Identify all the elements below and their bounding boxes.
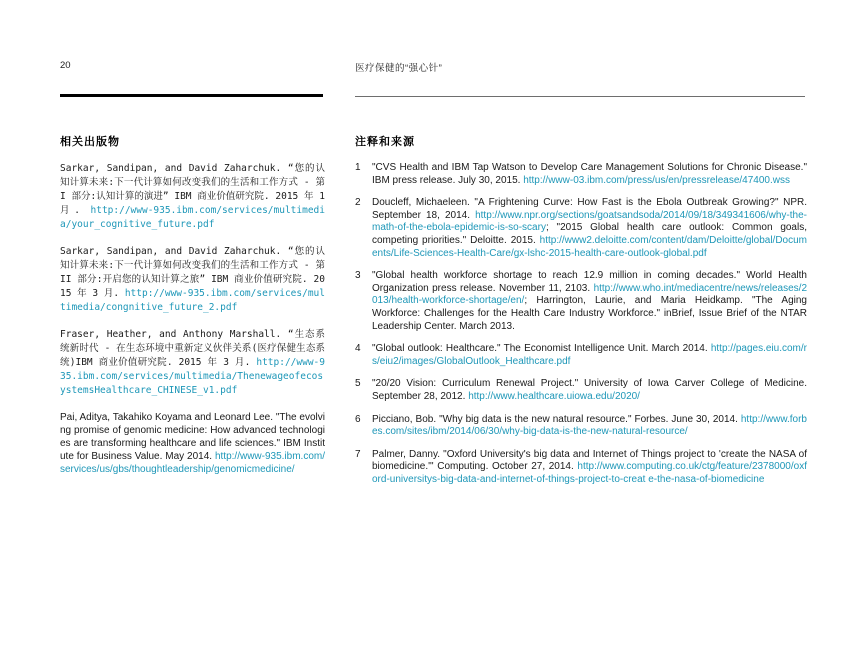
note-item [355, 270, 807, 333]
running-header: 医疗保健的“强心针” [355, 63, 443, 74]
note-item [355, 449, 807, 487]
note-link[interactable]: http://www.forbes.com/sites/ibm/2014/06/30/why-big-data-is-the-new-natural-resource/ [372, 413, 807, 438]
note-text: "Global outlook: Healthcare." The Economist Intelligence Unit. March 2014. [372, 343, 711, 355]
page-number: 20 [60, 60, 71, 71]
publication-text: Sarkar, Sandipan, and David Zaharchuk. “您的认知计算未来:下一代计算如何改变我们的生活和工作方式 - 第 II 部分:开启您的认知计算之旅” IBM 商业价值研究院. 2015 年 3 月. [60, 246, 325, 299]
left-column-rule [60, 94, 323, 97]
publication-link[interactable]: http://www-935.ibm.com/services/multimedia/ThenewageofecosystemsHealthcare_CHINESE_v1.pdf [60, 357, 325, 396]
note-item [355, 378, 807, 403]
note-item [355, 414, 807, 439]
publications-heading: 相关出版物 [60, 136, 120, 148]
notes-list [355, 162, 807, 486]
note-text: "20/20 Vision: Curriculum Renewal Project." University of Iowa Carver College of Medicine. September 28, 2012. [372, 378, 807, 402]
right-column-rule [355, 96, 805, 97]
publication-item [60, 411, 325, 476]
note-number: 7 [355, 448, 361, 460]
note-number: 1 [355, 162, 361, 173]
note-link[interactable]: http://www.npr.org/sections/goatsandsoda/2014/09/18/349341606/why-the-math-of-the-ebola-epidemic-is-so-scary [372, 209, 807, 234]
note-item [355, 197, 807, 260]
publication-text: Sarkar, Sandipan, and David Zaharchuk. “您的认知计算未来:下一代计算如何改变我们的生活和工作方式 - 第 I 部分:认知计算的演进” IBM 商业价值研究院. 2015 年 1 月. [60, 163, 325, 216]
notes-heading: 注释和来源 [355, 136, 415, 148]
publication-item [60, 162, 325, 232]
note-link[interactable]: http://www-03.ibm.com/press/us/en/pressrelease/47400.wss [523, 174, 790, 186]
notes-and-sources-section [355, 133, 807, 496]
publication-text: Fraser, Heather, and Anthony Marshall. “生态系统新时代 - 在生态环境中重新定义伙伴关系(医疗保健生态系统)IBM 商业价值研究院. 2015 年 3 月. [60, 329, 325, 368]
note-number: 5 [355, 378, 361, 390]
note-link[interactable]: http://www2.deloitte.com/content/dam/Deloitte/global/Documents/Life-Sciences-Health-Care/gx-lshc-2015-health-care-outlook-global.pdf [372, 234, 807, 259]
publication-link[interactable]: http://www-935.ibm.com/services/us/gbs/thoughtleadership/genomicmedicine/ [60, 451, 325, 475]
note-number: 3 [355, 270, 361, 282]
publication-item [60, 245, 325, 315]
note-link[interactable]: http://www.computing.co.uk/ctg/feature/2378000/oxford-universitys-big-data-and-internet-of-things-project-to-creat e-the-nasa-of-biomedicine [372, 461, 807, 485]
note-number: 4 [355, 343, 361, 355]
note-link[interactable]: http://www.who.int/mediacentre/news/releases/2013/health-workforce-shortage/en/ [372, 282, 807, 307]
publication-link[interactable]: http://www-935.ibm.com/services/multimedia/your_cognitive_future.pdf [60, 205, 325, 230]
note-text: "CVS Health and IBM Tap Watson to Develop Care Management Solutions for Chronic Disease." IBM press release. July 30, 2015. [372, 162, 807, 186]
note-text: Palmer, Danny. "Oxford University's big data and Internet of Things project to 'create the NASA of biomedicine.'" Computing. October 27, 2014. [372, 448, 807, 473]
note-link[interactable]: http://pages.eiu.com/rs/eiu2/images/GlobalOutlook_Healthcare.pdf [372, 343, 807, 367]
note-text: ; Harrington, Laurie, and Maria Heidkamp. "The Aging Workforce: Challenges for the Health Care Industry Workforce." inBrief, Issue Brief of the NTAR Leadership Center. March 2013. [372, 295, 807, 332]
note-text: Picciano, Bob. "Why big data is the new natural resource." Forbes. June 30, 2014. [372, 413, 741, 425]
publication-text: Pai, Aditya, Takahiko Koyama and Leonard Lee. "The evolving promise of genomic medicine: How advanced technologies are transforming healthcare and life sciences." IBM Institute for Business Value. May 2014. [60, 412, 325, 462]
note-item [355, 343, 807, 368]
note-text: Doucleff, Michaeleen. "A Frightening Curve: How Fast is the Ebola Outbreak Growing?" NPR. September 18, 2014. [372, 197, 807, 221]
related-publications-section [60, 133, 325, 489]
note-text: ; "2015 Global health care outlook: Common goals, competing priorities." Deloitte. 2015. [372, 222, 807, 246]
note-number: 2 [355, 197, 361, 209]
note-item [355, 162, 807, 187]
publication-item [60, 328, 325, 398]
note-number: 6 [355, 413, 361, 425]
note-text: "Global health workforce shortage to reach 12.9 million in coming decades." World Health Organization press release. November 11, 2103. [372, 270, 807, 294]
publication-link[interactable]: http://www-935.ibm.com/services/multimedia/congnitive_future_2.pdf [60, 288, 325, 313]
note-link[interactable]: http://www.healthcare.uiowa.edu/2020/ [468, 390, 640, 402]
